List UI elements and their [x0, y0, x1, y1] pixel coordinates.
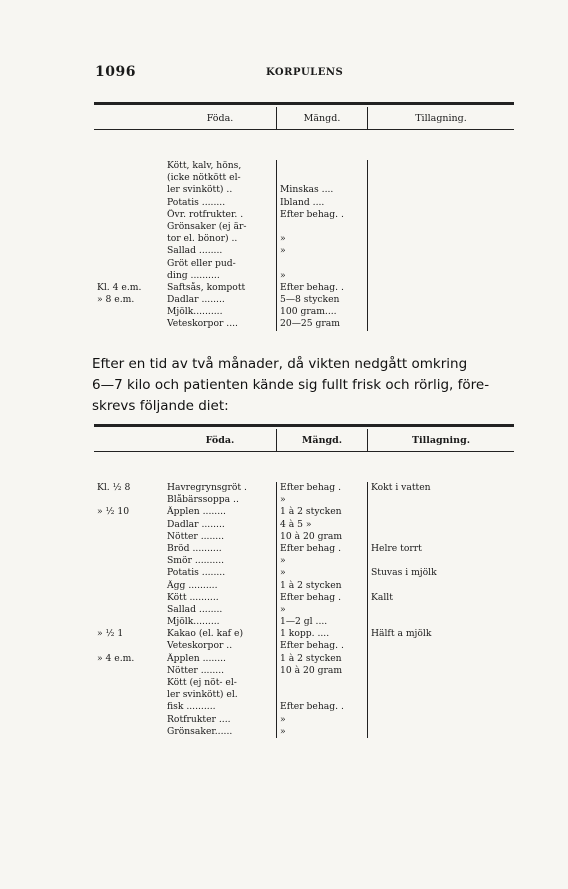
- table-2-header: [94, 429, 514, 452]
- table-1-cell-prep: [368, 318, 514, 330]
- table-1-cell-food: Gröt eller pud-: [167, 257, 236, 269]
- table-2-cell-time: [94, 689, 164, 701]
- table-1-cell-food: ding ..........: [167, 269, 220, 281]
- table-1-cell-food: Grönsaker (ej är-: [167, 220, 247, 232]
- table-1-cell-food: Dadlar ........: [167, 294, 225, 306]
- table-2-cell-food: Nötter ........: [167, 530, 225, 542]
- table-1-cell-prep: [368, 270, 514, 282]
- table-1-cell-amount: »: [280, 269, 286, 281]
- page-number: 1096: [95, 64, 136, 80]
- table-2-cell-amount: [277, 689, 367, 701]
- table-1-body: [94, 130, 514, 331]
- table-2-cell-food: ler svinkött) el.: [167, 689, 238, 701]
- table-1-cell-food: ler svinkött) ..: [167, 184, 233, 196]
- table-2-cell-prep: [368, 506, 514, 518]
- table-2-cell-time: [94, 580, 164, 592]
- table-1-cell-prep: [368, 172, 514, 184]
- table-1-cell-prep: [368, 184, 514, 196]
- table-2-cell-food: Kött (ej nöt- el-: [167, 677, 237, 688]
- table-1-cell-time: [94, 233, 164, 245]
- table-2-cell-prep: [368, 580, 514, 592]
- table-1-cell-amount: [277, 258, 367, 270]
- table-2-cell-amount: Efter behag .: [280, 542, 341, 554]
- table-2-cell-prep: Stuvas i mjölk: [371, 567, 437, 579]
- table-2-cell-amount: »: [280, 713, 286, 725]
- table-1-header-food: Föda.: [206, 112, 234, 124]
- table-2-cell-prep: [368, 519, 514, 531]
- table-2-cell-time: [94, 616, 164, 628]
- table-2-cell-time: [94, 665, 164, 677]
- table-2-cell-amount: »: [280, 555, 286, 567]
- table-1-top-rule: [94, 102, 514, 105]
- table-2-cell-time: [94, 494, 164, 506]
- table-1-cell-amount: Efter behag. .: [280, 208, 344, 220]
- table-2-cell-amount: 1—2 gl ....: [280, 616, 328, 628]
- table-2-cell-time: [94, 531, 164, 543]
- table-1-cell-food: Övr. rotfrukter. .: [167, 208, 244, 220]
- table-2-cell-prep: [368, 494, 514, 506]
- table-2-cell-prep: [368, 531, 514, 543]
- table-2-cell-amount: Efter behag. .: [280, 701, 344, 713]
- table-2-cell-time: [94, 567, 164, 579]
- table-2-cell-food: Blåbärssoppa ..: [167, 494, 239, 506]
- table-2-cell-prep: [368, 665, 514, 677]
- table-2-cell-prep: [368, 677, 514, 689]
- table-1-cell-food: Saftsås, kompott: [167, 281, 246, 293]
- table-2-cell-food: Veteskorpor ..: [167, 640, 233, 652]
- table-1-header-preparation: Tillagning.: [367, 107, 514, 129]
- table-1-cell-time: [94, 209, 164, 221]
- table-2-cell-prep: [368, 604, 514, 616]
- table-1-cell-time: Kl. 4 e.m.: [97, 281, 142, 293]
- table-2-cell-prep: Hälft a mjölk: [371, 628, 432, 640]
- table-1-cell-amount: 20—25 gram: [280, 318, 340, 330]
- table-2-cell-time: [94, 701, 164, 713]
- table-2-cell-food: Mjölk.........: [167, 616, 220, 628]
- table-2-cell-food: Äpplen ........: [167, 652, 226, 664]
- table-2-cell-prep: Kallt: [371, 591, 393, 603]
- table-1-cell-time: [94, 197, 164, 209]
- table-2-cell-time: [94, 677, 164, 689]
- table-2-cell-time: [94, 726, 164, 738]
- table-2-header-amount: Mängd.: [276, 429, 367, 451]
- table-1-cell-time: [94, 318, 164, 330]
- table-1-cell-time: [94, 306, 164, 318]
- table-1-cell-time: [94, 221, 164, 233]
- table-2-cell-time: [94, 543, 164, 555]
- table-1-cell-time: [94, 184, 164, 196]
- running-title: KORPULENS: [266, 67, 344, 78]
- table-1-cell-time: [94, 172, 164, 184]
- table-2-cell-prep: [368, 555, 514, 567]
- table-2-cell-food: Äpplen ........: [167, 506, 226, 518]
- table-2-cell-food: Rotfrukter ....: [167, 713, 231, 725]
- table-1-cell-time: [94, 245, 164, 257]
- table-2-cell-amount: [277, 677, 367, 689]
- table-2-cell-time: » ½ 10: [97, 506, 130, 518]
- table-1-cell-food: (icke nötkött el-: [167, 172, 241, 184]
- table-2-cell-amount: 4 à 5 »: [280, 518, 312, 530]
- table-2-cell-amount: Efter behag. .: [280, 640, 344, 652]
- table-2-cell-food: Grönsaker......: [167, 725, 233, 737]
- table-1-cell-amount: Efter behag. .: [280, 281, 344, 293]
- table-2-cell-amount: 1 à 2 stycken: [280, 579, 342, 591]
- table-1: [94, 102, 514, 331]
- table-1-cell-prep: [368, 294, 514, 306]
- table-2-cell-prep: Kokt i vatten: [371, 482, 431, 493]
- table-2-cell-time: [94, 604, 164, 616]
- table-1-cell-food: Veteskorpor ....: [167, 318, 238, 330]
- table-2-cell-prep: [368, 616, 514, 628]
- table-1-cell-prep: [368, 282, 514, 294]
- table-2-cell-time: Kl. ½ 8: [97, 482, 131, 493]
- table-1-cell-time: [94, 258, 164, 270]
- table-2-cell-amount: Efter behag .: [280, 591, 341, 603]
- table-2-cell-food: fisk ..........: [167, 701, 216, 713]
- table-1-cell-prep: [368, 209, 514, 221]
- table-2-cell-food: Kakao (el. kaf e): [167, 628, 244, 640]
- table-2-cell-prep: [368, 714, 514, 726]
- table-1-cell-amount: [277, 172, 367, 184]
- table-2-cell-food: Smör ..........: [167, 555, 225, 567]
- table-1-cell-prep: [368, 233, 514, 245]
- table-1-cell-prep: [368, 258, 514, 270]
- table-2-cell-amount: »: [280, 725, 286, 737]
- table-2-cell-time: [94, 592, 164, 604]
- paragraph-line: 6—7 kilo och patienten kände sig fullt frisk och rörlig, före-: [92, 377, 490, 393]
- table-1-cell-time: [94, 270, 164, 282]
- table-1-cell-amount: Ibland ....: [280, 196, 325, 208]
- table-1-cell-food: Sallad ........: [167, 245, 223, 257]
- table-2-cell-amount: 10 à 20 gram: [280, 664, 343, 676]
- table-2-cell-prep: [368, 689, 514, 701]
- table-2-cell-time: [94, 519, 164, 531]
- paragraph-line: skrevs följande diet:: [92, 398, 229, 414]
- table-1-cell-food: Mjölk..........: [167, 306, 223, 318]
- table-1-cell-time: » 8 e.m.: [97, 294, 135, 306]
- table-2-cell-amount: »: [280, 494, 286, 506]
- table-2-cell-amount: 1 à 2 stycken: [280, 652, 342, 664]
- table-1-cell-prep: [368, 197, 514, 209]
- table-1-header-amount: Mängd.: [276, 107, 367, 129]
- table-1-cell-prep: [368, 306, 514, 318]
- table-1-cell-food: tor el. bönor) ..: [167, 233, 238, 245]
- table-2-cell-time: » ½ 1: [97, 628, 124, 640]
- table-2-cell-amount: 10 à 20 gram: [280, 530, 343, 542]
- table-1-cell-food: Kött, kalv, höns,: [167, 160, 242, 171]
- table-1-header: [94, 107, 514, 130]
- table-2: [94, 424, 514, 738]
- table-1-cell-time: [94, 160, 164, 172]
- table-2-cell-food: Nötter ........: [167, 664, 225, 676]
- table-1-cell-amount: [277, 160, 367, 172]
- table-2-cell-food: Potatis ........: [167, 567, 226, 579]
- table-2-body: [94, 452, 514, 738]
- table-2-cell-food: Havregrynsgröt .: [167, 482, 247, 493]
- table-2-cell-food: Bröd ..........: [167, 542, 222, 554]
- table-2-top-rule: [94, 424, 514, 427]
- table-2-cell-food: Kött ..........: [167, 591, 219, 603]
- table-1-cell-amount: 100 gram....: [280, 306, 337, 318]
- table-2-cell-food: Sallad ........: [167, 603, 223, 615]
- table-1-cell-food: Potatis ........: [167, 196, 226, 208]
- table-1-cell-amount: »: [280, 245, 286, 257]
- table-2-cell-amount: »: [280, 603, 286, 615]
- table-2-cell-food: Ägg ..........: [167, 579, 218, 591]
- table-2-cell-amount: 1 à 2 stycken: [280, 506, 342, 518]
- table-2-cell-time: » 4 e.m.: [97, 652, 135, 664]
- table-2-cell-prep: [368, 640, 514, 652]
- body-paragraph: [92, 354, 522, 417]
- table-2-cell-time: [94, 640, 164, 652]
- table-2-cell-food: Dadlar ........: [167, 518, 225, 530]
- table-1-cell-prep: [368, 221, 514, 233]
- table-1-cell-amount: [277, 221, 367, 233]
- table-1-cell-amount: Minskas ....: [280, 184, 334, 196]
- table-1-cell-amount: 5—8 stycken: [280, 294, 340, 306]
- paragraph-line: Efter en tid av två månader, då vikten nedgått omkring: [92, 356, 468, 372]
- table-1-cell-amount: »: [280, 233, 286, 245]
- table-2-cell-time: [94, 555, 164, 567]
- table-1-cell-prep: [368, 245, 514, 257]
- table-2-cell-amount: »: [280, 567, 286, 579]
- table-2-cell-amount: Efter behag .: [280, 482, 341, 493]
- table-2-cell-time: [94, 714, 164, 726]
- table-2-cell-amount: 1 kopp. ....: [280, 628, 330, 640]
- table-2-cell-prep: [368, 701, 514, 713]
- table-1-cell-prep: [368, 160, 514, 172]
- table-2-cell-prep: [368, 653, 514, 665]
- table-2-header-food: Föda.: [205, 434, 235, 446]
- table-2-header-preparation: Tillagning.: [367, 429, 514, 451]
- table-2-cell-prep: [368, 726, 514, 738]
- table-2-cell-prep: Helre torrt: [371, 542, 422, 554]
